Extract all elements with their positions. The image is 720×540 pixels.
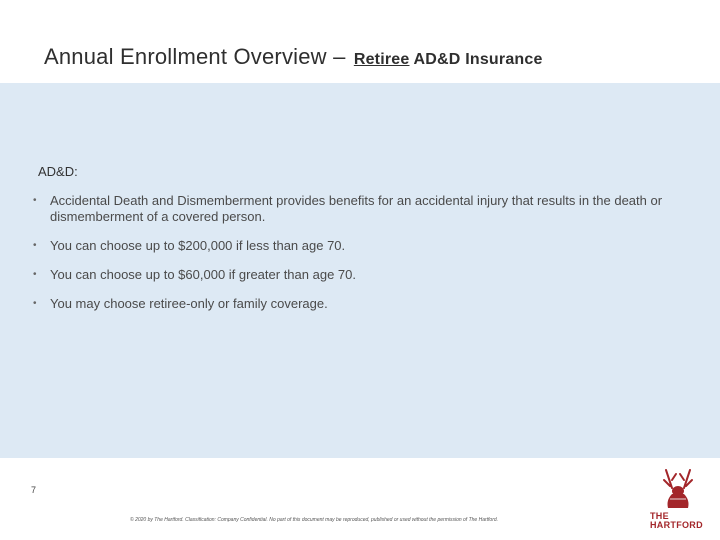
title-subtitle-rest: AD&D Insurance: [409, 51, 543, 68]
page-number: 7: [31, 485, 37, 495]
logo-line: THE: [650, 511, 669, 521]
bullet-icon: •: [33, 269, 37, 280]
list-item-text: You may choose retiree-only or family coverage.: [50, 296, 328, 311]
list-item-text: You can choose up to $60,000 if greater than age 70.: [50, 267, 356, 282]
list-item: [33, 193, 673, 225]
title-subtitle: [354, 51, 543, 68]
list-item: [33, 267, 673, 283]
list-item-text: You can choose up to $200,000 if less than age 70.: [50, 238, 346, 253]
logo-line: HARTFORD: [650, 520, 703, 530]
list-item-text: Accidental Death and Dismemberment provides benefits for an accidental injury that results in the death or dismemberment of a covered person.: [50, 193, 663, 224]
list-item: [33, 238, 673, 254]
title-subtitle-underlined: Retiree: [353, 51, 410, 68]
page-title: [44, 44, 543, 70]
bullet-icon: •: [33, 298, 37, 309]
bullet-icon: •: [33, 195, 37, 206]
list-item: [33, 296, 673, 312]
bullet-list: [33, 193, 673, 325]
section-heading: AD&D:: [38, 164, 78, 179]
bullet-icon: •: [33, 240, 37, 251]
copyright-notice: © 2020 by The Hartford. Classification: Company Confidential. No part of this document may be reproduced, published or used without the permission of The Hartford.: [130, 517, 499, 523]
title-main: Annual Enrollment Overview –: [44, 44, 352, 69]
brand-logo: [650, 512, 703, 530]
